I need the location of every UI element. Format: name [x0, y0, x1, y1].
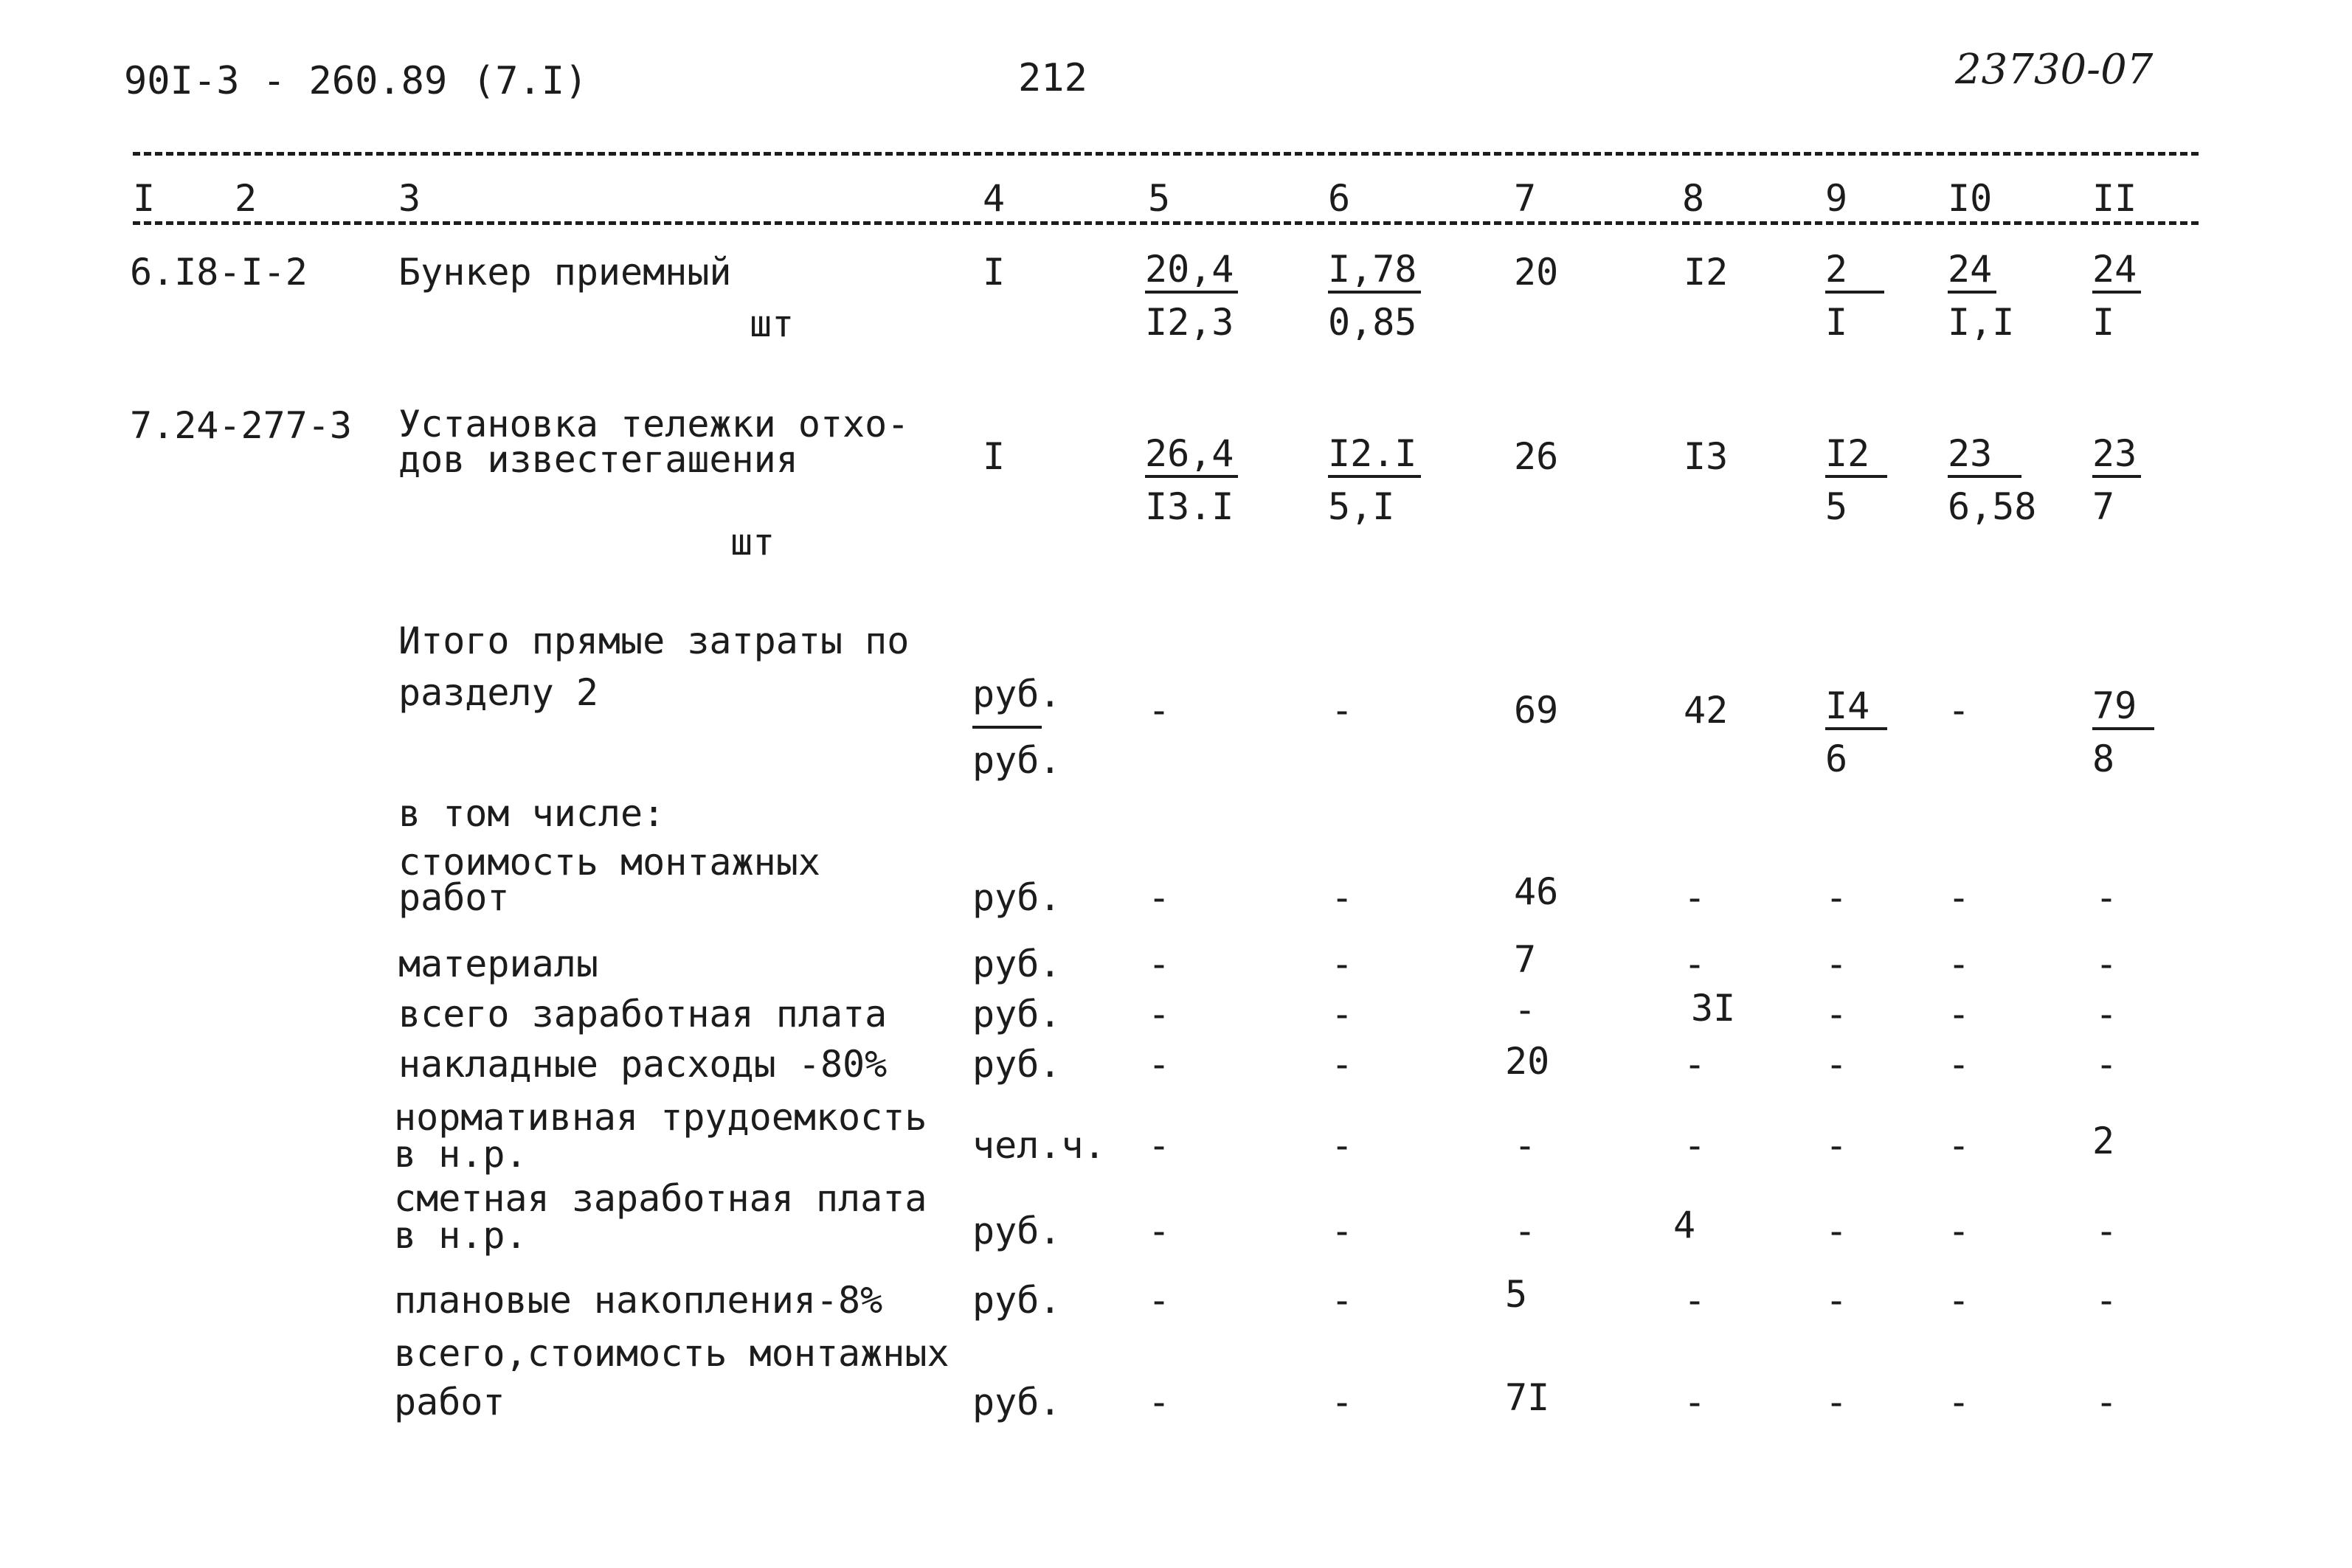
document-code: 90I-3 - 260.89 — [124, 59, 448, 103]
total-label-line2: разделу 2 — [398, 671, 598, 714]
breakdown-unit: руб. — [972, 943, 1062, 985]
breakdown-col8: - — [1684, 1381, 1706, 1423]
row-col6 — [1328, 432, 1421, 528]
breakdown-col6: - — [1331, 1124, 1354, 1167]
breakdown-col9: - — [1825, 1210, 1848, 1252]
col9-numerator: I4 — [1825, 687, 1887, 730]
breakdown-label-line1: накладные расходы -80% — [398, 1043, 888, 1086]
breakdown-col6: - — [1331, 876, 1354, 919]
breakdown-col10: - — [1948, 1043, 1971, 1086]
breakdown-label-line1: сметная заработная плата — [394, 1177, 927, 1220]
row-name-line2: дов известегашения — [398, 438, 798, 481]
breakdown-col10: - — [1948, 1210, 1971, 1252]
col-header-2: 2 — [235, 177, 257, 220]
breakdown-col6: - — [1331, 1210, 1354, 1252]
breakdown-unit: руб. — [972, 1381, 1062, 1423]
col10-numerator: 23 — [1948, 435, 2021, 478]
breakdown-col7: - — [1514, 988, 1537, 1031]
col5-denominator: I3.I — [1145, 485, 1234, 528]
col9-denominator: 5 — [1825, 485, 1848, 528]
breakdown-col6: - — [1331, 943, 1354, 985]
col-header-9: 9 — [1825, 177, 1848, 220]
breakdown-col11: - — [2095, 1381, 2118, 1423]
total-col7: 69 — [1514, 689, 1559, 732]
col-header-3: 3 — [398, 177, 421, 220]
total-col10: - — [1948, 689, 1971, 732]
col-header-6: 6 — [1328, 177, 1351, 220]
breakdown-col11: - — [2095, 1043, 2118, 1086]
breakdown-col5: - — [1148, 1279, 1171, 1322]
breakdown-label-line1: стоимость монтажных — [398, 841, 820, 884]
breakdown-unit: руб. — [972, 876, 1062, 919]
col11-denominator: I — [2092, 301, 2115, 344]
breakdown-label-line2: работ — [398, 876, 510, 919]
row-code: 6.I8-I-2 — [130, 251, 308, 294]
breakdown-col5: - — [1148, 943, 1171, 985]
breakdown-col6: - — [1331, 1043, 1354, 1086]
breakdown-col8: - — [1684, 943, 1706, 985]
col10-numerator: 24 — [1948, 251, 1996, 294]
breakdown-col8: 3I — [1691, 987, 1736, 1030]
col6-numerator: I2.I — [1328, 435, 1421, 478]
total-label-line1: Итого прямые затраты по — [398, 620, 910, 662]
row-col11 — [2092, 432, 2141, 528]
col-header-10: I0 — [1948, 177, 1993, 220]
top-dashed-rule — [133, 152, 2199, 156]
breakdown-label-line1: нормативная трудоемкость — [394, 1096, 927, 1139]
breakdown-col7: 7I — [1505, 1376, 1550, 1419]
breakdown-col8: 4 — [1673, 1204, 1696, 1246]
col6-denominator: 5,I — [1328, 485, 1395, 528]
breakdown-label-line1: всего,стоимость монтажных — [394, 1332, 950, 1375]
breakdown-col7: 20 — [1505, 1040, 1550, 1083]
breakdown-col5: - — [1148, 1381, 1171, 1423]
col9-numerator: I2 — [1825, 435, 1887, 478]
col-header-1: I — [133, 177, 156, 220]
breakdown-col7: - — [1514, 1124, 1537, 1167]
col-header-11: II — [2092, 177, 2137, 220]
breakdown-col9: - — [1825, 1124, 1848, 1167]
breakdown-col11: - — [2095, 1210, 2118, 1252]
total-col9 — [1825, 684, 1887, 780]
archive-stamp: 23730-07 — [1955, 46, 2154, 94]
page-number: 212 — [1018, 56, 1087, 100]
breakdown-col10: - — [1948, 1124, 1971, 1167]
col9-denominator: I — [1825, 301, 1848, 344]
breakdown-col7: 46 — [1514, 870, 1559, 913]
col-header-5: 5 — [1148, 177, 1171, 220]
breakdown-col8: - — [1684, 1043, 1706, 1086]
header-dashed-rule — [133, 221, 2199, 225]
total-col11 — [2092, 684, 2154, 780]
col6-denominator: 0,85 — [1328, 301, 1417, 344]
breakdown-col11: - — [2095, 876, 2118, 919]
breakdown-col9: - — [1825, 1279, 1848, 1322]
breakdown-col10: - — [1948, 876, 1971, 919]
col6-numerator: I,78 — [1328, 251, 1421, 294]
breakdown-col11: 2 — [2092, 1120, 2115, 1162]
breakdown-unit: руб. — [972, 1210, 1062, 1252]
breakdown-label-line1: всего заработная плата — [398, 993, 888, 1035]
col11-numerator: 23 — [2092, 435, 2141, 478]
breakdown-col11: - — [2095, 943, 2118, 985]
total-unit-rule — [972, 726, 1042, 729]
breakdown-label-line2: в н.р. — [394, 1133, 528, 1176]
row-code: 7.24-277-3 — [130, 404, 353, 447]
row-name: Бункер приемный — [398, 251, 732, 294]
breakdown-col5: - — [1148, 1124, 1171, 1167]
row-col9 — [1825, 248, 1884, 344]
col5-denominator: I2,3 — [1145, 301, 1234, 344]
breakdown-label-line1: материалы — [398, 943, 598, 985]
breakdown-col10: - — [1948, 1279, 1971, 1322]
breakdown-col11: - — [2095, 1279, 2118, 1322]
breakdown-col7: 5 — [1505, 1273, 1528, 1316]
breakdown-col9: - — [1825, 876, 1848, 919]
breakdown-col11: - — [2095, 993, 2118, 1035]
col5-numerator: 26,4 — [1145, 435, 1238, 478]
row-col7: 20 — [1514, 251, 1559, 294]
breakdown-col10: - — [1948, 1381, 1971, 1423]
breakdown-label-line2: в н.р. — [394, 1214, 528, 1257]
breakdown-unit: чел.ч. — [972, 1124, 1106, 1167]
breakdown-col8: - — [1684, 1279, 1706, 1322]
breakdown-unit: руб. — [972, 1279, 1062, 1322]
breakdown-label-line2: работ — [394, 1381, 505, 1423]
breakdown-col7: 7 — [1514, 938, 1537, 981]
including-label: в том числе: — [398, 792, 665, 835]
row-col11 — [2092, 248, 2141, 344]
row-qty: I — [983, 251, 1006, 294]
row-qty: I — [983, 435, 1006, 478]
col10-denominator: I,I — [1948, 301, 2015, 344]
col-header-7: 7 — [1514, 177, 1537, 220]
breakdown-col6: - — [1331, 1279, 1354, 1322]
col-header-4: 4 — [983, 177, 1006, 220]
row-col5 — [1145, 248, 1238, 344]
breakdown-col8: - — [1684, 876, 1706, 919]
total-col5: - — [1148, 689, 1171, 732]
breakdown-col5: - — [1148, 993, 1171, 1035]
row-col10 — [1948, 248, 2015, 344]
col11-numerator: 79 — [2092, 687, 2154, 730]
row-col5 — [1145, 432, 1238, 528]
col11-denominator: 7 — [2092, 485, 2115, 528]
row-col10 — [1948, 432, 2037, 528]
col-header-8: 8 — [1682, 177, 1705, 220]
col10-denominator: 6,58 — [1948, 485, 2037, 528]
breakdown-col6: - — [1331, 1381, 1354, 1423]
row-col9 — [1825, 432, 1887, 528]
breakdown-col9: - — [1825, 993, 1848, 1035]
breakdown-col8: - — [1684, 1124, 1706, 1167]
breakdown-col9: - — [1825, 1043, 1848, 1086]
breakdown-col10: - — [1948, 993, 1971, 1035]
breakdown-label-line1: плановые накопления-8% — [394, 1279, 883, 1322]
row-name-line1: Установка тележки отхо- — [398, 403, 910, 445]
document-part: (7.I) — [472, 59, 588, 103]
col9-numerator: 2 — [1825, 251, 1884, 294]
row-col8: I3 — [1684, 435, 1729, 478]
row-unit: шт — [730, 521, 775, 563]
breakdown-col5: - — [1148, 1043, 1171, 1086]
breakdown-col7: - — [1514, 1210, 1537, 1252]
breakdown-col5: - — [1148, 1210, 1171, 1252]
total-unit-top: руб. — [972, 673, 1062, 715]
row-col7: 26 — [1514, 435, 1559, 478]
col11-numerator: 24 — [2092, 251, 2141, 294]
total-col6: - — [1331, 689, 1354, 732]
breakdown-unit: руб. — [972, 993, 1062, 1035]
total-unit-bottom: руб. — [972, 739, 1062, 782]
col5-numerator: 20,4 — [1145, 251, 1238, 294]
breakdown-col10: - — [1948, 943, 1971, 985]
breakdown-col9: - — [1825, 1381, 1848, 1423]
col11-denominator: 8 — [2092, 738, 2115, 780]
total-col8: 42 — [1684, 689, 1729, 732]
breakdown-col5: - — [1148, 876, 1171, 919]
row-col6 — [1328, 248, 1421, 344]
col9-denominator: 6 — [1825, 738, 1848, 780]
breakdown-col6: - — [1331, 993, 1354, 1035]
breakdown-col9: - — [1825, 943, 1848, 985]
breakdown-unit: руб. — [972, 1043, 1062, 1086]
row-unit: шт — [750, 302, 795, 345]
row-col8: I2 — [1684, 251, 1729, 294]
